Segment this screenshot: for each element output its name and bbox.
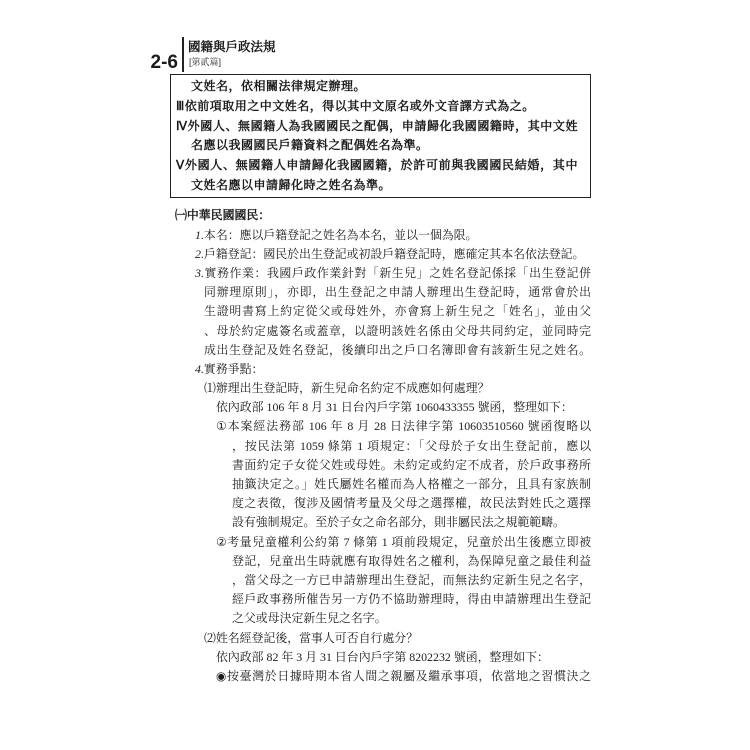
statute-line: 名應以我國國民戶籍資料之配偶姓名為準。 bbox=[191, 138, 429, 153]
statute-clause: Ⅳ外國人、無國籍人為我國國民之配偶，申請歸化我國國籍時，其中文姓 bbox=[176, 118, 578, 133]
list-item-line bbox=[172, 360, 591, 379]
practice-issue bbox=[172, 379, 591, 628]
issue-point-line: 抽籤決定之。」姓氏屬姓名權而為人格權之一部分，且具有家族制 bbox=[232, 477, 591, 492]
issue-point-line: 登記，兒童出生時就應有取得姓名之權利，為保障兒童之最佳利益 bbox=[232, 553, 591, 568]
issue-point-line: 度之表徵，復涉及國情考量及父母之選擇權，故民法對姓氏之選擇 bbox=[232, 496, 591, 511]
section-body bbox=[172, 206, 591, 686]
issue-question: ⑴辦理出生登記時，新生兒命名約定不成應如何處理？ bbox=[204, 381, 490, 396]
issue-question: ⑵姓名經登記後，當事人可否自行處分？ bbox=[204, 630, 419, 645]
issue-point-line: ◉按臺灣於日據時期本省人間之親屬及繼承事項，依當地之習慣決之 bbox=[216, 668, 591, 683]
issue-point bbox=[172, 533, 591, 629]
statute-clause: Ⅴ外國人、無國籍人申請歸化我國國籍，於許可前與我國國民結婚，其中 bbox=[176, 158, 578, 173]
item-number: 2. bbox=[195, 246, 204, 261]
list-item bbox=[172, 226, 591, 245]
page-number: 2-6 bbox=[150, 52, 178, 73]
issue-source: 依內政部 106 年 8 月 31 日台內戶字第 1060433355 號函，整理如下： bbox=[216, 400, 573, 415]
item-number: 4. bbox=[195, 361, 204, 376]
section-heading: ㈠中華民國國民： bbox=[175, 208, 271, 223]
book-title: 國籍與戶政法規 bbox=[188, 40, 276, 54]
item-number: 1. bbox=[195, 227, 204, 242]
list-item-line: 成出生登記及姓名登記，後續印出之戶口名簿即會有該新生兒之姓名。 bbox=[204, 342, 591, 357]
list-item-line bbox=[172, 264, 591, 283]
issue-point bbox=[172, 667, 591, 686]
issue-point bbox=[172, 417, 591, 532]
item-text: 戶籍登記：國民於出生登記或初設戶籍登記時，應確定其本名依法登記。 bbox=[203, 246, 585, 261]
issue-point-line: 之父或母決定新生兒之名字。 bbox=[232, 611, 387, 626]
list-item bbox=[172, 245, 591, 264]
practice-issue bbox=[172, 629, 591, 687]
list-item-line: 生證明書寫上約定從父或母姓外，亦會寫上新生兒之「姓名」，並由父 bbox=[204, 304, 591, 319]
statute-line: 文姓名應以申請歸化時之姓名為準。 bbox=[191, 177, 392, 192]
part-label: [第貳篇] bbox=[189, 57, 222, 67]
item-number: 3. bbox=[195, 265, 204, 280]
header-divider bbox=[182, 37, 184, 72]
issue-point-line: ②考量兒童權利公約第 7 條第 1 項前段規定，兒童於出生後應立即被 bbox=[216, 534, 591, 549]
issue-point-line: ①本案經法務部 106 年 8 月 28 日法律字第 10603510560 號函復略以 bbox=[216, 419, 591, 434]
statute-line: 文姓名，依相關法律規定辦理。 bbox=[191, 79, 367, 93]
issue-point-line: ，按民法第 1059 條第 1 項規定：「父母於子女出生登記前，應以 bbox=[232, 438, 591, 453]
issue-source: 依內政部 82 年 3 月 31 日台內戶字第 8202232 號函，整理如下： bbox=[216, 649, 549, 664]
list-item-line: 同辦理原則」，亦即，出生登記之申請人辦理出生登記時，通常會於出 bbox=[204, 285, 591, 300]
list-item bbox=[172, 264, 591, 360]
list-item bbox=[172, 360, 591, 686]
statute-excerpt-box bbox=[170, 74, 591, 198]
item-text: 實務爭點： bbox=[203, 361, 264, 376]
statute-clause: Ⅲ依前項取用之中文姓名，得以其中文原名或外文音譯方式為之。 bbox=[176, 98, 535, 113]
issue-point-line: 經戶政事務所催告另一方仍不協助辦理時，得由申請辦理出生登記 bbox=[232, 592, 591, 607]
issue-point-line: 設有強制規定。至於子女之命名部分，則非屬民法之規範範疇。 bbox=[232, 515, 565, 530]
issue-point-line: ，當父母之一方已申請辦理出生登記，而無法約定新生兒之名字， bbox=[232, 572, 591, 587]
item-text: 本名：應以戶籍登記之姓名為本名，並以一個為限。 bbox=[203, 227, 478, 242]
list-item-line: 、母於約定處簽名或蓋章，以證明該姓名係由父母共同約定，並同時完 bbox=[204, 323, 591, 338]
issue-point-line: 書面約定子女從父姓或母姓。未約定或約定不成者，於戶政事務所 bbox=[232, 457, 591, 472]
item-text: 實務作業：我國戶政作業針對「新生兒」之姓名登記係採「出生登記併 bbox=[203, 265, 591, 280]
